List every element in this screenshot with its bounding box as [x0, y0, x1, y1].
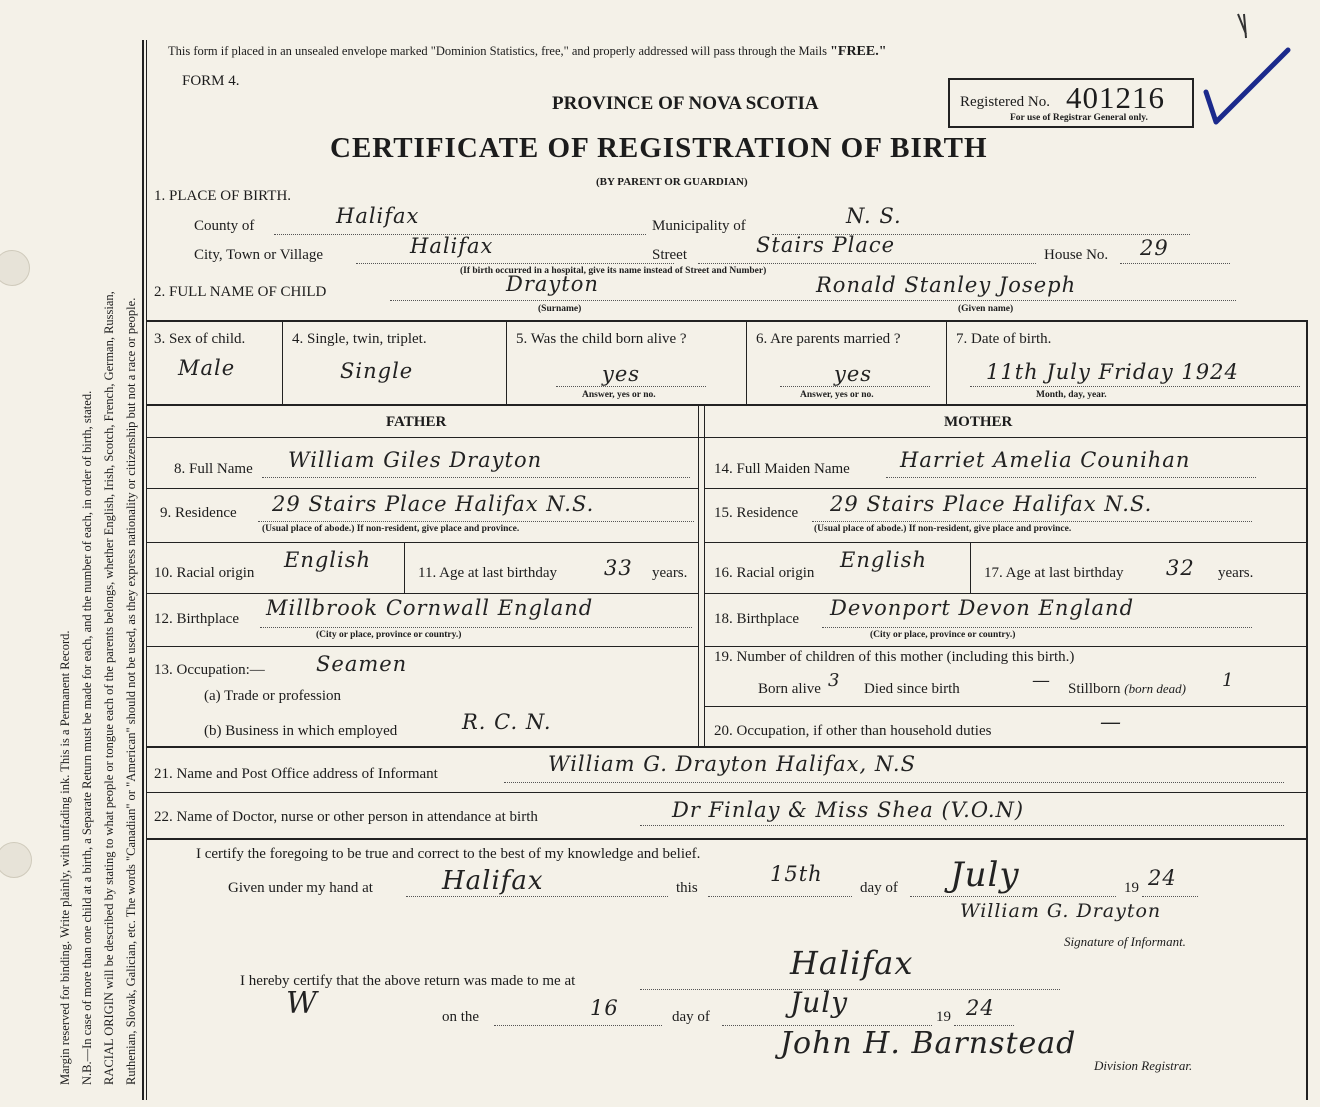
binding-hole-top: [0, 250, 30, 286]
place-heading: 1. PLACE OF BIRTH.: [154, 188, 292, 204]
died-value: —: [1032, 670, 1051, 691]
stillborn-label: Stillborn (born dead): [1068, 681, 1187, 697]
married-value: yes: [834, 362, 873, 386]
dob-value: 11th July Friday 1924: [986, 360, 1239, 384]
mother-residence-label: 15. Residence: [714, 505, 799, 521]
registrar-day-of-label: day of: [672, 1009, 710, 1025]
sex-label: 3. Sex of child.: [154, 331, 246, 347]
certificate-title: CERTIFICATE OF REGISTRATION OF BIRTH: [330, 132, 988, 164]
mother-race-label: 16. Racial origin: [714, 565, 815, 581]
father-residence-value: 29 Stairs Place Halifax N.S.: [272, 492, 595, 516]
city-label: City, Town or Village: [194, 247, 324, 263]
mother-birthplace-caption: (City or place, province or country.): [870, 630, 1016, 640]
born-alive-value: 3: [828, 670, 841, 691]
mother-children-label: 19. Number of children of this mother (including this birth.): [714, 649, 1075, 665]
child-given-name: Ronald Stanley Joseph: [816, 273, 1077, 297]
registrar-mark: W: [286, 986, 318, 1021]
mother-age-label: 17. Age at last birthday: [984, 565, 1124, 581]
margin-note-racial-origin: RACIAL ORIGIN will be described by stating to what people or tongue each of the parents belongs, whether English, Irish, Scotch, French, German, Russian,: [102, 291, 116, 1085]
mother-occupation-value: —: [1100, 710, 1122, 734]
mother-birthplace-value: Devonport Devon England: [830, 596, 1135, 620]
mail-notice: This form if placed in an unsealed envelope marked "Dominion Statistics, free," and properly addressed will pass through the Mails "FREE.": [168, 44, 887, 59]
street-value: Stairs Place: [756, 233, 896, 257]
father-name-label: 8. Full Name: [174, 461, 253, 477]
mother-birthplace-label: 18. Birthplace: [714, 611, 799, 627]
day-of-label: day of: [860, 880, 898, 896]
father-residence-label: 9. Residence: [160, 505, 237, 521]
mother-age-value: 32: [1166, 556, 1195, 580]
dob-label: 7. Date of birth.: [956, 331, 1052, 347]
father-name-value: William Giles Drayton: [288, 448, 543, 472]
father-age-label: 11. Age at last birthday: [418, 565, 557, 581]
registrar-note: For use of Registrar General only.: [1010, 113, 1148, 123]
given-under-label: Given under my hand at: [228, 880, 373, 896]
registrar-signature-caption: Division Registrar.: [1094, 1058, 1193, 1073]
informant-signature-caption: Signature of Informant.: [1064, 934, 1186, 949]
alive-label: 5. Was the child born alive ?: [516, 331, 687, 347]
mother-name-label: 14. Full Maiden Name: [714, 461, 850, 477]
certify-year-prefix: 19: [1124, 880, 1139, 896]
doctor-label: 22. Name of Doctor, nurse or other person in attendance at birth: [154, 809, 538, 825]
father-birthplace-label: 12. Birthplace: [154, 611, 239, 627]
margin-note-multiple-births: N.B.—In case of more than one child at a birth, a Separate Return must be made for each, and the number of each, in order of birth, stated.: [80, 390, 94, 1085]
this-label: this: [676, 880, 698, 896]
father-business-label: (b) Business in which employed: [204, 723, 398, 739]
given-caption: (Given name): [958, 304, 1014, 314]
plurality-value: Single: [340, 359, 414, 383]
father-heading: FATHER: [386, 414, 447, 430]
plurality-label: 4. Single, twin, triplet.: [292, 331, 427, 347]
certificate-subtitle: (BY PARENT OR GUARDIAN): [596, 176, 748, 188]
father-age-value: 33: [604, 556, 633, 580]
alive-caption: Answer, yes or no.: [582, 390, 656, 400]
registrar-year: 24: [966, 996, 995, 1020]
margin-note-binding: Margin reserved for binding. Write plainly, with unfading ink. This is a Permanent Record.: [58, 630, 72, 1085]
check-mark-icon: [1200, 4, 1300, 128]
certify-place: Halifax: [442, 866, 544, 896]
registrar-year-prefix: 19: [936, 1009, 951, 1025]
registered-box: [948, 78, 1194, 128]
registered-label: Registered No.: [960, 94, 1050, 110]
child-name-label: 2. FULL NAME OF CHILD: [154, 284, 327, 300]
died-label: Died since birth: [864, 681, 960, 697]
informant-label: 21. Name and Post Office address of Informant: [154, 766, 438, 782]
certify-statement: I certify the foregoing to be true and correct to the best of my knowledge and belief.: [196, 846, 701, 862]
street-label: Street: [652, 247, 687, 263]
certify-month: July: [950, 855, 1020, 895]
on-the-label: on the: [442, 1009, 480, 1025]
born-alive-label: Born alive: [758, 681, 821, 697]
father-business-value: R. C. N.: [462, 710, 552, 734]
province-heading: PROVINCE OF NOVA SCOTIA: [552, 93, 819, 114]
father-race-label: 10. Racial origin: [154, 565, 255, 581]
municipality-value: N. S.: [846, 204, 902, 228]
form-number: FORM 4.: [182, 73, 240, 89]
father-years: years.: [652, 565, 688, 581]
registrar-signature: John H. Barnstead: [780, 1026, 1077, 1061]
child-surname: Drayton: [506, 272, 599, 296]
informant-signature: William G. Drayton: [960, 900, 1162, 922]
county-value: Halifax: [336, 204, 420, 228]
sex-value: Male: [178, 356, 236, 380]
registrar-statement: I hereby certify that the above return was made to me at: [240, 973, 576, 989]
registrar-month: July: [790, 986, 849, 1019]
father-trade-label: (a) Trade or profession: [204, 688, 342, 704]
surname-caption: (Surname): [538, 304, 582, 314]
mother-years: years.: [1218, 565, 1254, 581]
registrar-day: 16: [590, 996, 619, 1020]
stillborn-value: 1: [1222, 670, 1235, 691]
father-occupation-label: 13. Occupation:—: [154, 662, 265, 678]
binding-hole-bottom: [0, 842, 32, 878]
mother-heading: MOTHER: [944, 414, 1013, 430]
mother-occupation-label: 20. Occupation, if other than household duties: [714, 723, 992, 739]
municipality-label: Municipality of: [652, 218, 746, 234]
mother-residence-value: 29 Stairs Place Halifax N.S.: [830, 492, 1153, 516]
doctor-value: Dr Finlay & Miss Shea (V.O.N): [672, 798, 1025, 822]
mother-residence-caption: (Usual place of abode.) If non-resident, give place and province.: [814, 524, 1072, 534]
county-label: County of: [194, 218, 255, 234]
father-birthplace-value: Millbrook Cornwall England: [266, 596, 594, 620]
married-caption: Answer, yes or no.: [800, 390, 874, 400]
house-label: House No.: [1044, 247, 1109, 263]
dob-caption: Month, day, year.: [1036, 390, 1107, 400]
house-value: 29: [1140, 236, 1169, 260]
certify-day: 15th: [770, 862, 823, 886]
margin-note-racial-origin-cont: Ruthenian, Slovak, Galician, etc. The words "Canadian" or "American" should not be used, as they express nationality or citizenship but not a race or people.: [124, 297, 138, 1085]
mother-name-value: Harriet Amelia Counihan: [900, 448, 1191, 472]
father-residence-caption: (Usual place of abode.) If non-resident, give place and province.: [262, 524, 520, 534]
registered-number: 401216: [1066, 80, 1165, 115]
registrar-place: Halifax: [790, 944, 914, 982]
married-label: 6. Are parents married ?: [756, 331, 901, 347]
father-birthplace-caption: (City or place, province or country.): [316, 630, 462, 640]
hospital-note: (If birth occurred in a hospital, give its name instead of Street and Number): [460, 266, 767, 276]
city-value: Halifax: [410, 234, 494, 258]
informant-value: William G. Drayton Halifax, N.S: [548, 752, 916, 776]
mother-race-value: English: [840, 548, 928, 572]
father-race-value: English: [284, 548, 372, 572]
certify-year: 24: [1148, 866, 1177, 890]
father-occupation-value: Seamen: [316, 652, 408, 676]
alive-value: yes: [602, 362, 641, 386]
